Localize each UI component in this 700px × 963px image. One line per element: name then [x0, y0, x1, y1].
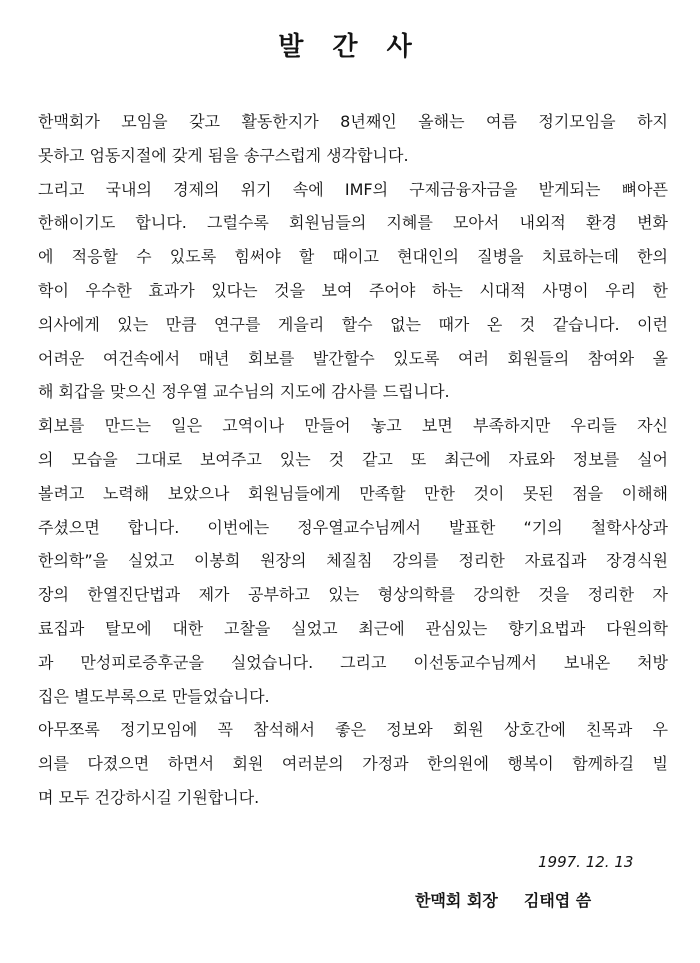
- body-line: 의사에게 있는 만큼 연구를 게을리 할수 없는 때가 온 것 같습니다. 이런: [38, 314, 668, 334]
- signature-name: 김태엽 씀: [523, 891, 592, 910]
- body-line: 주셨으면 합니다. 이번에는 정우열교수님께서 발표한 “기의 철학사상과: [38, 517, 668, 537]
- body-line: 한해이기도 합니다. 그럴수록 회원님들의 지혜를 모아서 내외적 환경 변화: [38, 213, 668, 233]
- body-line: 며 모두 건강하시길 기원합니다.: [38, 787, 260, 807]
- body-line: 장의 한열진단법과 제가 공부하고 있는 형상의학를 강의한 것을 정리한 자: [38, 585, 668, 605]
- body-line: 집은 별도부록으로 만들었습니다.: [38, 686, 270, 706]
- body-line: 한의학”을 실었고 이봉희 원장의 체질침 강의를 정리한 자료집과 장경식원: [38, 551, 668, 571]
- page-title: 발 간 사: [278, 32, 422, 62]
- body-line: 아무쪼록 정기모임에 꼭 참석해서 좋은 정보와 회원 상호간에 친목과 우: [38, 720, 668, 740]
- body-line: 과 만성피로증후군을 실었습니다. 그리고 이선동교수님께서 보내온 처방: [38, 652, 668, 672]
- signature-position: 한맥회 회장: [415, 891, 498, 910]
- body-line: 에 적응할 수 있도록 힘써야 할 때이고 현대인의 질병을 치료하는데 한의: [38, 247, 668, 267]
- body-line: 의 모습을 그대로 보여주고 있는 것 같고 또 최근에 자료와 정보를 실어: [38, 449, 668, 469]
- body-line: 어려운 여건속에서 매년 회보를 발간할수 있도록 여러 회원들의 참여와 올: [38, 348, 668, 368]
- document-date: 1997. 12. 13: [538, 853, 634, 871]
- body-line: 한맥회가 모임을 갖고 활동한지가 8년째인 올해는 여름 정기모임을 하지: [38, 112, 668, 131]
- body-line: 회보를 만드는 일은 고역이나 만들어 놓고 보면 부족하지만 우리들 자신: [38, 416, 668, 436]
- body-line: 학이 우수한 효과가 있다는 것을 보여 주어야 하는 시대적 사명이 우리 한: [38, 280, 668, 300]
- body-line: 료집과 탈모에 대한 고찰을 실었고 최근에 관심있는 향기요법과 다원의학: [38, 618, 668, 638]
- body-line: 의를 다졌으면 하면서 회원 여러분의 가정과 한의원에 행복이 함께하길 빌: [38, 754, 668, 774]
- body-line: 그리고 국내의 경제의 위기 속에 IMF의 구제금융자금을 받게되는 뼈아픈: [38, 179, 668, 199]
- body-line: 해 회갑을 맞으신 정우열 교수님의 지도에 감사를 드립니다.: [38, 382, 450, 402]
- signature: [415, 888, 591, 911]
- body-text: [38, 105, 668, 815]
- body-line: 볼려고 노력해 보았으나 회원님들에게 만족할 만한 것이 못된 점을 이해해: [38, 483, 668, 503]
- body-line: 못하고 엄동지절에 갖게 됨을 송구스럽게 생각합니다.: [38, 145, 409, 165]
